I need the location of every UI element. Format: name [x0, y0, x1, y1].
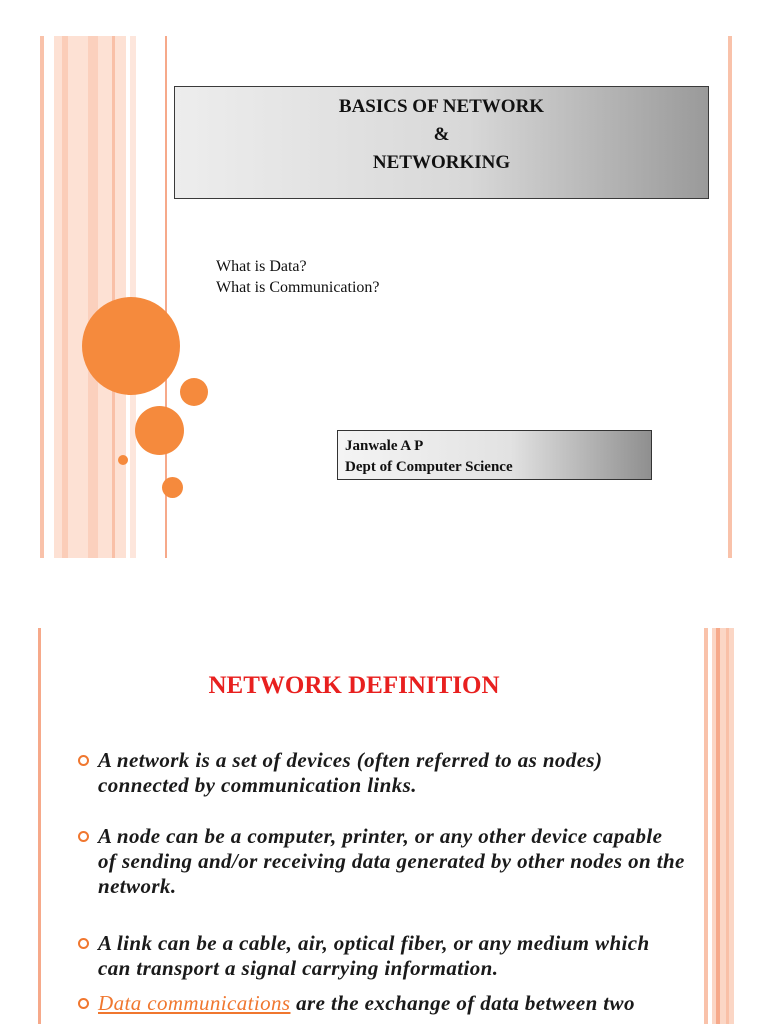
- slide-title: NETWORK DEFINITION: [208, 672, 500, 699]
- slide-title-line: BASICS OF NETWORK: [338, 96, 545, 117]
- decorative-circle: [118, 455, 128, 465]
- bullet-text: A network is a set of devices (often referred to as nodes) connected by communication links.: [98, 748, 603, 797]
- decorative-circle: [180, 378, 208, 406]
- question-data: What is Data?: [216, 258, 307, 275]
- decorative-stripe: [728, 36, 732, 558]
- slide-title-line: NETWORKING: [372, 152, 511, 173]
- decorative-circle: [162, 477, 183, 498]
- decorative-stripe: [88, 36, 98, 558]
- decorative-circle-large: [82, 297, 180, 395]
- decorative-stripe: [40, 36, 44, 558]
- slide-title-box: [174, 86, 709, 199]
- author-dept: Dept of Computer Science: [345, 459, 513, 475]
- bullet-circle-icon: [78, 938, 89, 949]
- decorative-stripe: [726, 628, 729, 1024]
- bullet-circle-icon: [78, 831, 89, 842]
- author-name: Janwale A P: [345, 438, 424, 454]
- slide-2: [0, 628, 768, 1024]
- author-box: [337, 430, 652, 480]
- slide-title-line: &: [433, 124, 450, 145]
- bullet-text: A link can be a cable, air, optical fiber, or any medium which can transport a signal carrying information.: [98, 931, 650, 980]
- bullet-circle-icon: [78, 755, 89, 766]
- decorative-stripe: [716, 628, 720, 1024]
- decorative-circle: [135, 406, 184, 455]
- intro-questions: [216, 256, 380, 298]
- bullet-item: [76, 824, 686, 899]
- decorative-stripe: [62, 36, 68, 558]
- bullet-circle-icon: [78, 998, 89, 1009]
- decorative-stripe: [112, 36, 115, 558]
- bullet-text: are the exchange of data between two: [290, 991, 635, 1015]
- bullet-accent-term: Data communications: [98, 991, 291, 1015]
- bullet-list: [76, 748, 686, 1016]
- bullet-item: [76, 931, 686, 981]
- bullet-text: A node can be a computer, printer, or any other device capable of sending and/or receiving data generated by other nodes on the network.: [98, 824, 685, 898]
- bullet-item-partial: [76, 991, 686, 1016]
- question-communication: What is Communication?: [216, 279, 380, 296]
- bullet-item: [76, 748, 686, 798]
